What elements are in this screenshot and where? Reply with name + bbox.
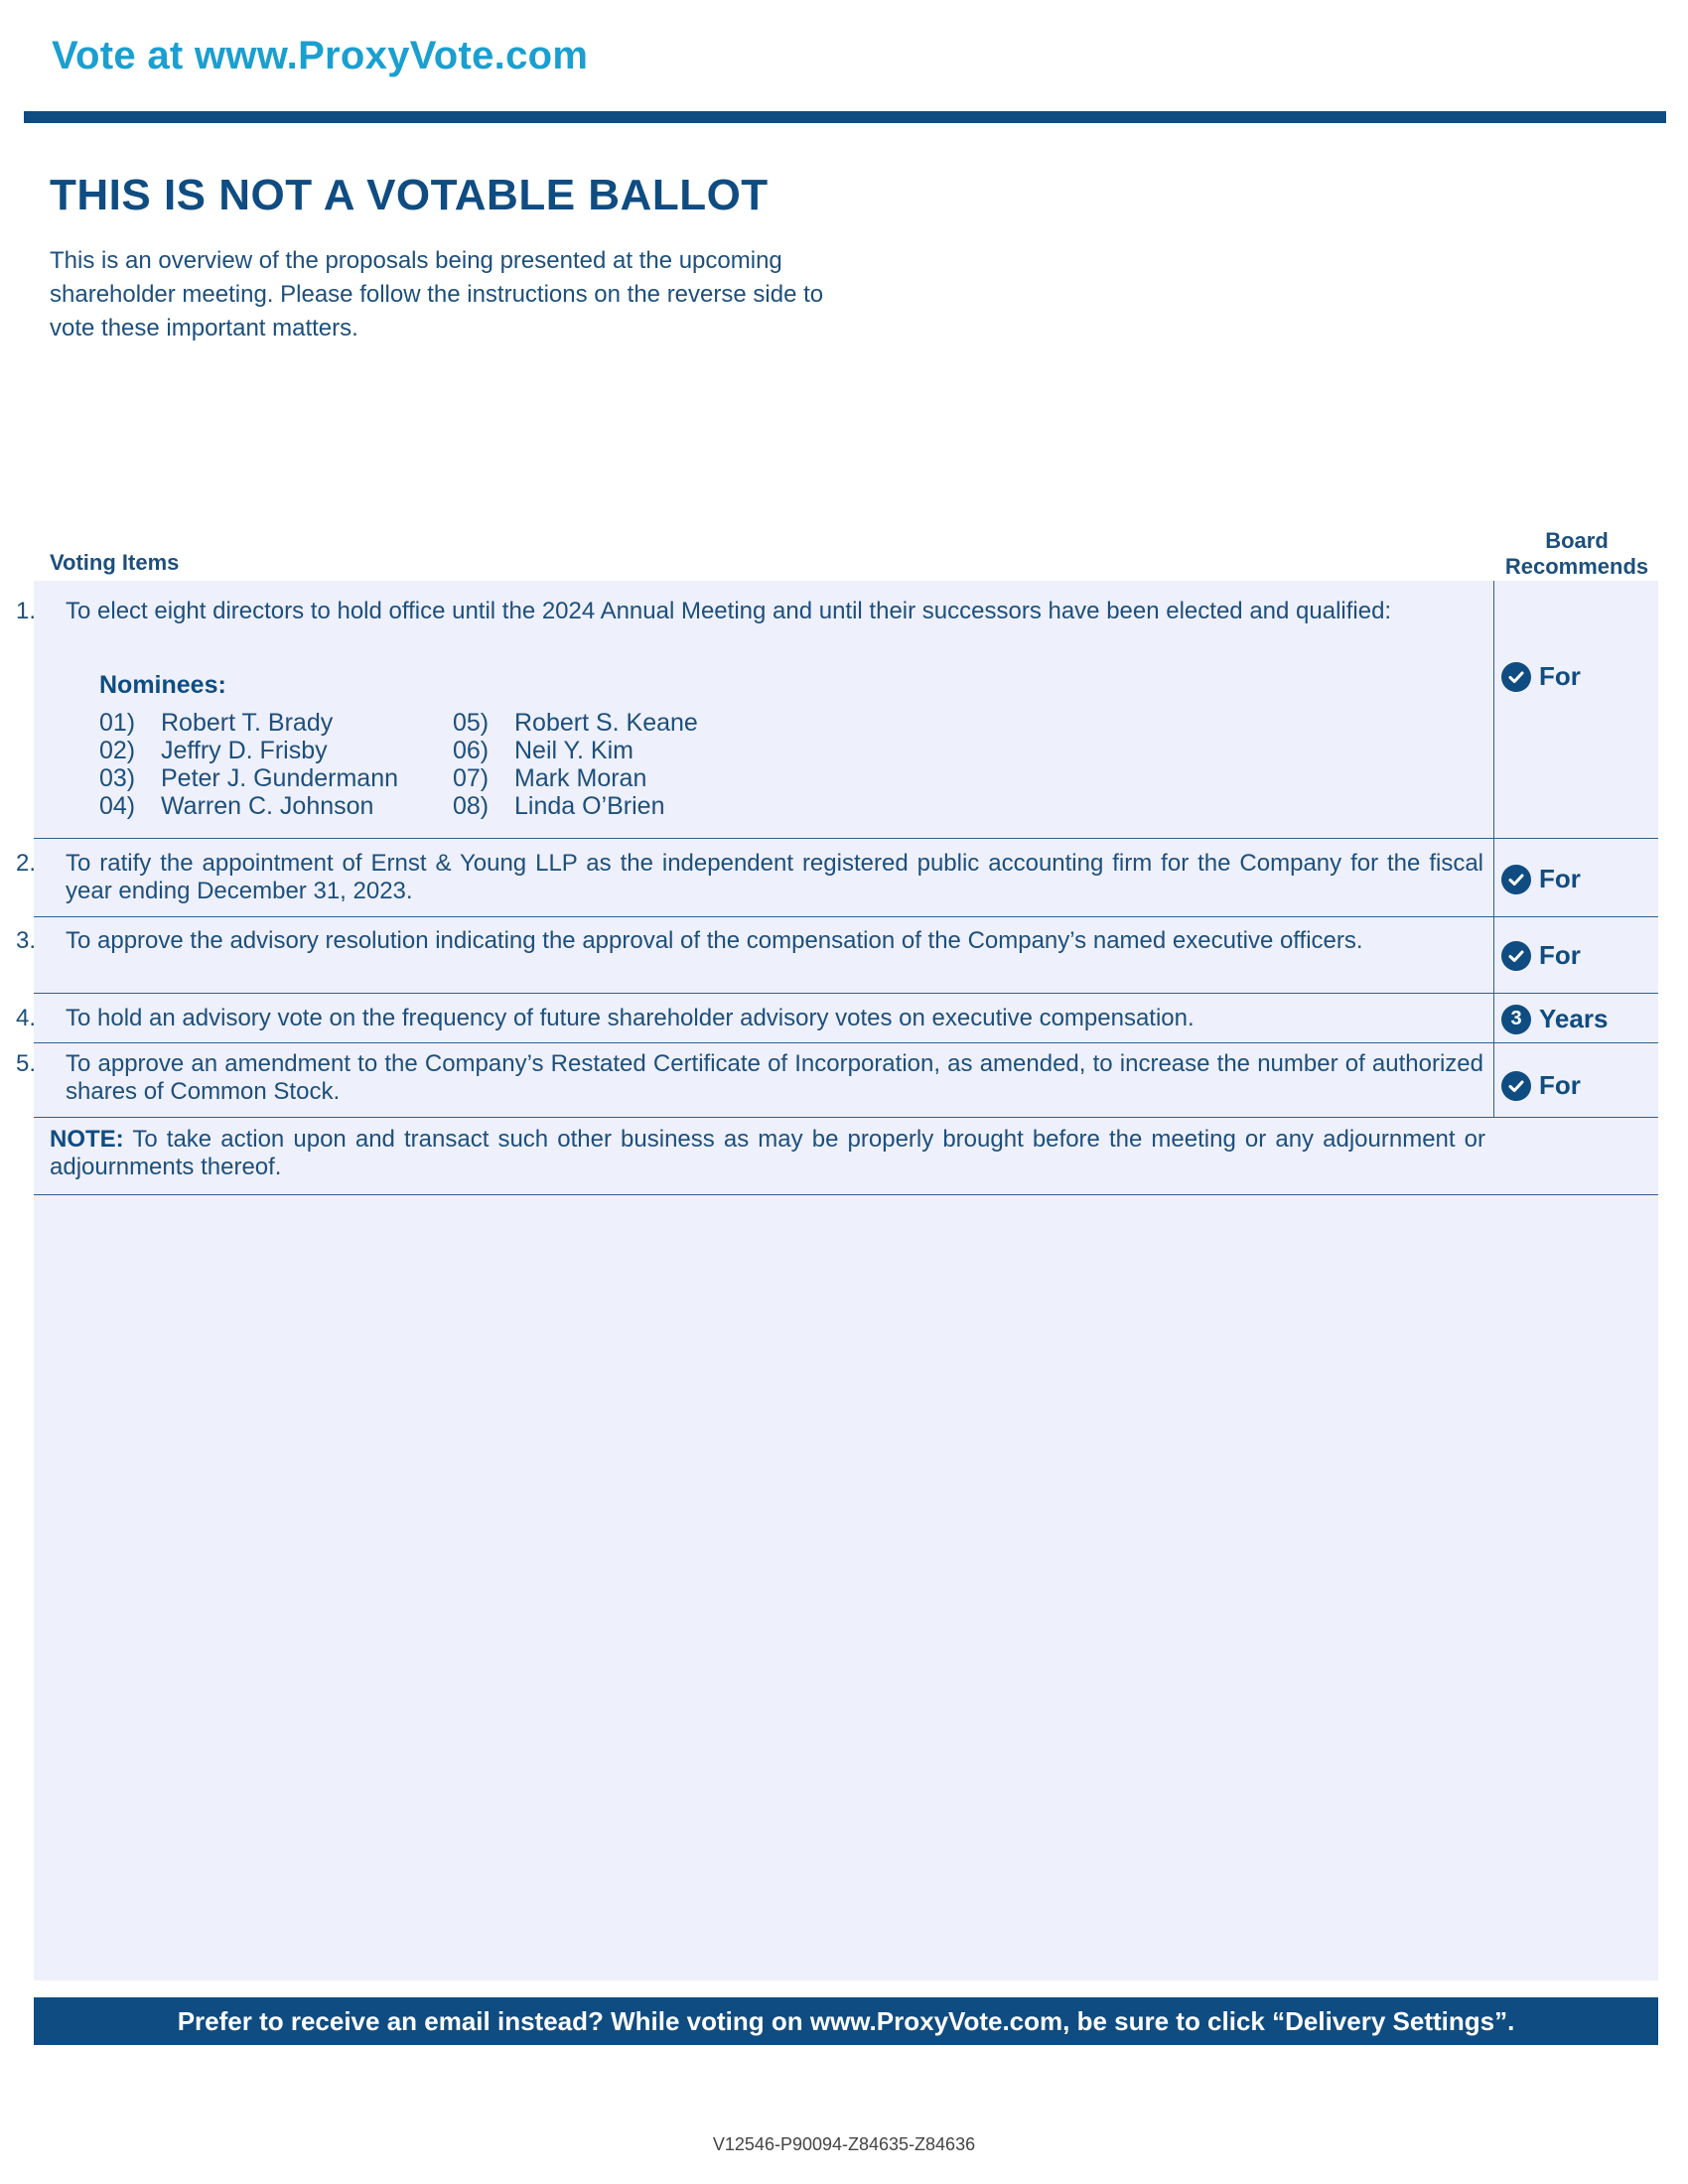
board-header-line2: Recommends [1504,554,1649,579]
nominee-name: Peter J. Gundermann [161,764,399,792]
nominee [99,709,333,738]
recommendation-label: For [1539,661,1581,691]
delivery-settings-banner [34,1997,1658,2045]
nominee [453,764,646,793]
board-recommends-header [1489,528,1664,580]
board-recommendation [1501,661,1581,692]
item-text: To hold an advisory vote on the frequency of future shareholder advisory votes on executive compensation. [66,1005,1195,1031]
checkmark-circle-icon [1501,1071,1531,1101]
item-number: 2. [16,850,37,877]
board-recommendation [1501,1004,1608,1034]
note-body: To take action upon and transact such other business as may be properly brought before the meeting or any adjournment or adjournments thereof. [50,1126,1485,1180]
recommendation-cell [1493,581,1658,838]
nominee-name: Linda O’Brien [514,792,665,820]
item-number: 1. [16,598,37,624]
nominee-name: Mark Moran [514,764,647,792]
nominee-number: 07) [453,764,490,792]
nominee-number: 01) [99,709,136,737]
nominee-number: 05) [453,709,490,737]
nominee-number: 03) [99,764,136,792]
nominee-name: Warren C. Johnson [161,792,374,820]
item-number: 5. [16,1050,37,1077]
nominee-number: 04) [99,792,136,820]
delivery-settings-text: Prefer to receive an email instead? While voting on www.ProxyVote.com, be sure to click “Delivery Settings”. [177,2005,1515,2036]
nominee-name: Jeffry D. Frisby [161,737,328,764]
nominees-label: Nominees: [99,671,226,699]
board-header-line1: Board [1545,528,1609,553]
board-recommendation [1501,1070,1581,1101]
board-recommendation [1501,940,1581,971]
item-text: To elect eight directors to hold office until the 2024 Annual Meeting and until their successors have been elected and qualified: [66,598,1392,624]
nominee [99,764,398,793]
document-code: V12546-P90094-Z84635-Z84636 [712,2134,976,2154]
item-number: 3. [16,927,37,954]
nominee-number: 08) [453,792,490,820]
recommendation-label: Years [1539,1004,1609,1033]
item-number: 4. [16,1005,37,1031]
checkmark-circle-icon [1501,662,1531,692]
note-text [50,1126,1485,1181]
recommendation-label: For [1539,940,1581,970]
header-divider [24,111,1666,123]
nominee [99,737,328,765]
nominee [99,792,373,821]
page-title: THIS IS NOT A VOTABLE BALLOT [50,171,769,219]
nominee-number: 02) [99,737,136,764]
nominee-name: Neil Y. Kim [514,737,633,764]
nominee [453,737,633,765]
board-recommendation [1501,864,1581,894]
item-text: To ratify the appointment of Ernst & Young LLP as the independent registered public accounting firm for the Company for the fiscal year ending December 31, 2023. [66,850,1483,904]
number-circle-icon: 3 [1501,1005,1531,1034]
checkmark-circle-icon [1501,865,1531,894]
nominee-number: 06) [453,737,490,764]
item-text: To approve an amendment to the Company’s Restated Certificate of Incorporation, as amended, to increase the number of authorized shares of Common Stock. [66,1050,1483,1105]
nominee-name: Robert T. Brady [161,709,334,737]
nominee [453,709,698,738]
intro-text: This is an overview of the proposals being presented at the upcoming shareholder meeting. Please follow the instructions on the reverse side to vote these important matters. [50,247,824,341]
voting-items-header: Voting Items [50,550,180,575]
checkmark-circle-icon [1501,941,1531,971]
proxyvote-link[interactable]: Vote at www.ProxyVote.com [52,34,589,77]
recommendation-label: For [1539,1070,1581,1100]
recommendation-label: For [1539,864,1581,893]
note-label: NOTE: [50,1126,124,1153]
nominee [453,792,664,821]
nominee-name: Robert S. Keane [514,709,698,737]
item-text: To approve the advisory resolution indicating the approval of the compensation of the Company’s named executive officers. [66,927,1363,954]
